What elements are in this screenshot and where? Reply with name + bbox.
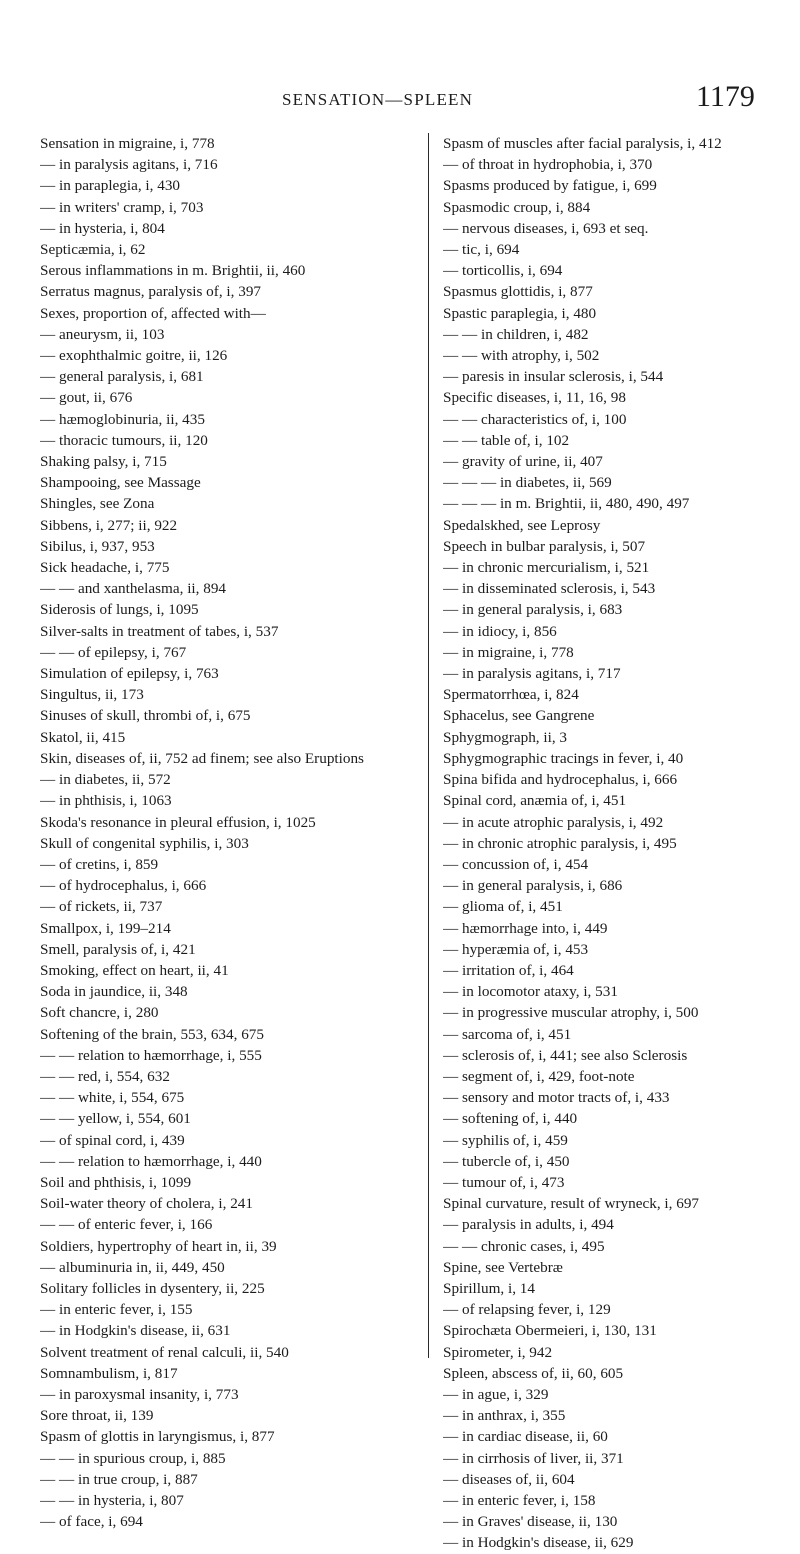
index-entry: — paralysis in adults, i, 494 <box>443 1216 614 1234</box>
index-entry: — albuminuria in, ii, 449, 450 <box>40 1258 225 1276</box>
index-entry: — in paralysis agitans, i, 716 <box>40 156 218 174</box>
index-entry: Singultus, ii, 173 <box>40 686 144 704</box>
index-entry: — of rickets, ii, 737 <box>40 898 163 916</box>
index-entry: — — in hysteria, i, 807 <box>40 1492 184 1509</box>
index-entry: Shaking palsy, i, 715 <box>40 453 167 471</box>
index-entry: Speech in bulbar paralysis, i, 507 <box>443 537 646 555</box>
index-entry: — thoracic tumours, ii, 120 <box>40 431 208 449</box>
index-entry: Shingles, see Zona <box>40 495 155 513</box>
index-entry: Serous inflammations in m. Brightii, ii, 460 <box>40 262 306 280</box>
index-entry: — — with atrophy, i, 502 <box>443 347 600 365</box>
index-entry: Sore throat, ii, 139 <box>40 1407 154 1425</box>
index-entry: Spasmus glottidis, i, 877 <box>443 283 593 301</box>
index-entry: — gout, ii, 676 <box>40 389 133 407</box>
index-entry: — in anthrax, i, 355 <box>443 1407 566 1425</box>
index-entry: — of throat in hydrophobia, i, 370 <box>443 156 653 174</box>
index-entry: — in migraine, i, 778 <box>443 643 574 661</box>
running-head: SENSATION—SPLEEN <box>282 90 474 109</box>
index-entry: — in hysteria, i, 804 <box>40 219 165 237</box>
index-entry: — in Hodgkin's disease, ii, 629 <box>443 1534 634 1552</box>
index-entry: Sphygmographic tracings in fever, i, 40 <box>443 749 684 767</box>
index-entry: — of cretins, i, 859 <box>40 855 159 873</box>
index-entry: — tic, i, 694 <box>443 241 520 259</box>
index-entry: — concussion of, i, 454 <box>443 855 589 873</box>
index-entry: — — — in m. Brightii, ii, 480, 490, 497 <box>443 495 690 513</box>
index-entry: Sphygmograph, ii, 3 <box>443 728 568 746</box>
index-entry: — in diabetes, ii, 572 <box>40 771 171 789</box>
index-entry: — — yellow, i, 554, 601 <box>40 1110 191 1128</box>
index-entry: — irritation of, i, 464 <box>443 961 574 979</box>
index-entry: — exophthalmic goitre, ii, 126 <box>40 347 228 365</box>
index-entry: — in writers' cramp, i, 703 <box>40 198 204 216</box>
index-entry: Spirillum, i, 14 <box>443 1279 535 1297</box>
index-entry: Spasms produced by fatigue, i, 699 <box>443 177 657 195</box>
index-entry: — in enteric fever, i, 158 <box>443 1492 596 1509</box>
index-entry: — — characteristics of, i, 100 <box>443 410 627 428</box>
index-entry: Soil-water theory of cholera, i, 241 <box>40 1195 253 1213</box>
index-entry: — general paralysis, i, 681 <box>40 368 204 386</box>
index-entry: — — and xanthelasma, ii, 894 <box>40 580 227 598</box>
index-entry: Spasm of muscles after facial paralysis, i, 412 <box>443 135 722 152</box>
index-entry: Spedalskhed, see Leprosy <box>443 516 601 534</box>
index-entry: — — chronic cases, i, 495 <box>443 1237 605 1255</box>
index-entry: — in acute atrophic paralysis, i, 492 <box>443 813 664 831</box>
index-entry: Spasm of glottis in laryngismus, i, 877 <box>40 1428 275 1446</box>
index-entry: Septicæmia, i, 62 <box>40 241 146 259</box>
index-entry: — — relation to hæmorrhage, i, 555 <box>40 1046 262 1064</box>
index-entry: — in paroxysmal insanity, i, 773 <box>40 1385 239 1403</box>
index-entry: — of face, i, 694 <box>40 1513 143 1531</box>
index-entry: Smallpox, i, 199–214 <box>40 919 171 937</box>
index-entry: Spermatorrhœa, i, 824 <box>443 686 579 704</box>
index-entry: Spinal cord, anæmia of, i, 451 <box>443 792 627 810</box>
index-entry: — in chronic atrophic paralysis, i, 495 <box>443 834 677 852</box>
index-entry: — gravity of urine, ii, 407 <box>443 453 603 471</box>
index-entry: Spleen, abscess of, ii, 60, 605 <box>443 1364 624 1382</box>
index-entry: Solvent treatment of renal calculi, ii, 540 <box>40 1343 289 1361</box>
index-entry: — sarcoma of, i, 451 <box>443 1025 572 1043</box>
index-entry: Smoking, effect on heart, ii, 41 <box>40 961 229 979</box>
index-entry: — in cirrhosis of liver, ii, 371 <box>443 1449 624 1467</box>
index-entry: Spinal curvature, result of wryneck, i, 697 <box>443 1195 700 1213</box>
index-entry: — — — in diabetes, ii, 569 <box>443 474 612 492</box>
index-entry: Softening of the brain, 553, 634, 675 <box>40 1025 264 1043</box>
index-entry: — of hydrocephalus, i, 666 <box>40 877 207 895</box>
index-entry: — hæmoglobinuria, ii, 435 <box>40 410 205 428</box>
index-entry: — in paralysis agitans, i, 717 <box>443 665 621 683</box>
index-entry: — in general paralysis, i, 686 <box>443 877 623 895</box>
index-entry: — hyperæmia of, i, 453 <box>443 940 589 958</box>
index-entry: — — relation to hæmorrhage, i, 440 <box>40 1152 262 1170</box>
index-entry: — in Graves' disease, ii, 130 <box>443 1513 618 1531</box>
index-entry: — in paraplegia, i, 430 <box>40 177 181 195</box>
index-entry: Skoda's resonance in pleural effusion, i, 1025 <box>40 813 316 831</box>
index-entry: — tubercle of, i, 450 <box>443 1152 570 1170</box>
index-entry: — nervous diseases, i, 693 et seq. <box>443 219 649 237</box>
index-entry: — of relapsing fever, i, 129 <box>443 1301 611 1319</box>
index-entry: — hæmorrhage into, i, 449 <box>443 919 608 937</box>
index-entry: Serratus magnus, paralysis of, i, 397 <box>40 283 262 301</box>
index-entry: Sphacelus, see Gangrene <box>443 707 595 725</box>
index-entry: — in phthisis, i, 1063 <box>40 792 172 810</box>
index-entry: Specific diseases, i, 11, 16, 98 <box>443 389 626 407</box>
index-entry: — of spinal cord, i, 439 <box>40 1131 185 1149</box>
index-entry: — in progressive muscular atrophy, i, 500 <box>443 1004 699 1022</box>
index-entry: Somnambulism, i, 817 <box>40 1364 178 1382</box>
index-entry: Spastic paraplegia, i, 480 <box>443 304 597 322</box>
index-entry: Soft chancre, i, 280 <box>40 1004 159 1022</box>
index-entry: — in cardiac disease, ii, 60 <box>443 1428 608 1446</box>
index-entry: — — in spurious croup, i, 885 <box>40 1449 226 1467</box>
page-header <box>0 80 800 120</box>
index-entry: Skin, diseases of, ii, 752 ad finem; see also Eruptions <box>40 749 364 767</box>
index-entry: — softening of, i, 440 <box>443 1110 578 1128</box>
index-entry: — — in true croup, i, 887 <box>40 1470 198 1488</box>
index-entry: — in disseminated sclerosis, i, 543 <box>443 580 656 598</box>
index-entry: Soda in jaundice, ii, 348 <box>40 983 188 1001</box>
index-entry: — in enteric fever, i, 155 <box>40 1301 193 1319</box>
index-entry: Spina bifida and hydrocephalus, i, 666 <box>443 771 678 789</box>
index-entry: — tumour of, i, 473 <box>443 1173 565 1191</box>
index-entry: Skatol, ii, 415 <box>40 728 126 746</box>
index-entry: — glioma of, i, 451 <box>443 898 563 916</box>
index-entry: — diseases of, ii, 604 <box>443 1470 575 1488</box>
index-entry: Sibilus, i, 937, 953 <box>40 537 155 555</box>
index-entry: Spirometer, i, 942 <box>443 1343 553 1361</box>
index-entry: — syphilis of, i, 459 <box>443 1131 568 1149</box>
index-column-left <box>40 133 418 1532</box>
index-entry: Solitary follicles in dysentery, ii, 225 <box>40 1279 265 1297</box>
index-entry: — in general paralysis, i, 683 <box>443 601 623 619</box>
index-entry: — — red, i, 554, 632 <box>40 1067 170 1085</box>
index-entry: Spirochæta Obermeieri, i, 130, 131 <box>443 1322 657 1340</box>
index-entry: Skull of congenital syphilis, i, 303 <box>40 834 249 852</box>
index-entry: — segment of, i, 429, foot-note <box>443 1067 635 1085</box>
index-entry: — in chronic mercurialism, i, 521 <box>443 559 650 577</box>
index-entry: Sensation in migraine, i, 778 <box>40 135 215 152</box>
index-entry: Sibbens, i, 277; ii, 922 <box>40 516 178 534</box>
index-entry: Siderosis of lungs, i, 1095 <box>40 601 199 619</box>
index-entry: — in ague, i, 329 <box>443 1385 549 1403</box>
index-entry: Silver-salts in treatment of tabes, i, 537 <box>40 622 279 640</box>
index-entry: Sick headache, i, 775 <box>40 559 170 577</box>
index-entry: — — of enteric fever, i, 166 <box>40 1216 213 1234</box>
index-entry: Soil and phthisis, i, 1099 <box>40 1173 192 1191</box>
index-entry: — sclerosis of, i, 441; see also Sclerosis <box>443 1046 688 1064</box>
index-entry: — torticollis, i, 694 <box>443 262 563 280</box>
index-entry: Sinuses of skull, thrombi of, i, 675 <box>40 707 251 725</box>
index-entry: — in locomotor ataxy, i, 531 <box>443 983 618 1001</box>
index-entry: — paresis in insular sclerosis, i, 544 <box>443 368 664 386</box>
page-number: 1179 <box>696 80 755 113</box>
index-entry: Spasmodic croup, i, 884 <box>443 198 591 216</box>
index-entry: — sensory and motor tracts of, i, 433 <box>443 1089 670 1107</box>
index-entry: Soldiers, hypertrophy of heart in, ii, 39 <box>40 1237 277 1255</box>
index-column-right <box>428 133 784 1552</box>
index-entry: — — of epilepsy, i, 767 <box>40 643 187 661</box>
index-entry: Shampooing, see Massage <box>40 474 201 492</box>
index-entry: — aneurysm, ii, 103 <box>40 325 165 343</box>
index-entry: Sexes, proportion of, affected with— <box>40 304 266 322</box>
index-entry: — — table of, i, 102 <box>443 431 570 449</box>
index-entry: Smell, paralysis of, i, 421 <box>40 940 196 958</box>
index-entry: — in Hodgkin's disease, ii, 631 <box>40 1322 231 1340</box>
index-entry: Simulation of epilepsy, i, 763 <box>40 665 219 683</box>
index-entry: — in idiocy, i, 856 <box>443 622 557 640</box>
index-entry: Spine, see Vertebræ <box>443 1258 563 1276</box>
index-entry: — — white, i, 554, 675 <box>40 1089 185 1107</box>
index-entry: — — in children, i, 482 <box>443 325 589 343</box>
